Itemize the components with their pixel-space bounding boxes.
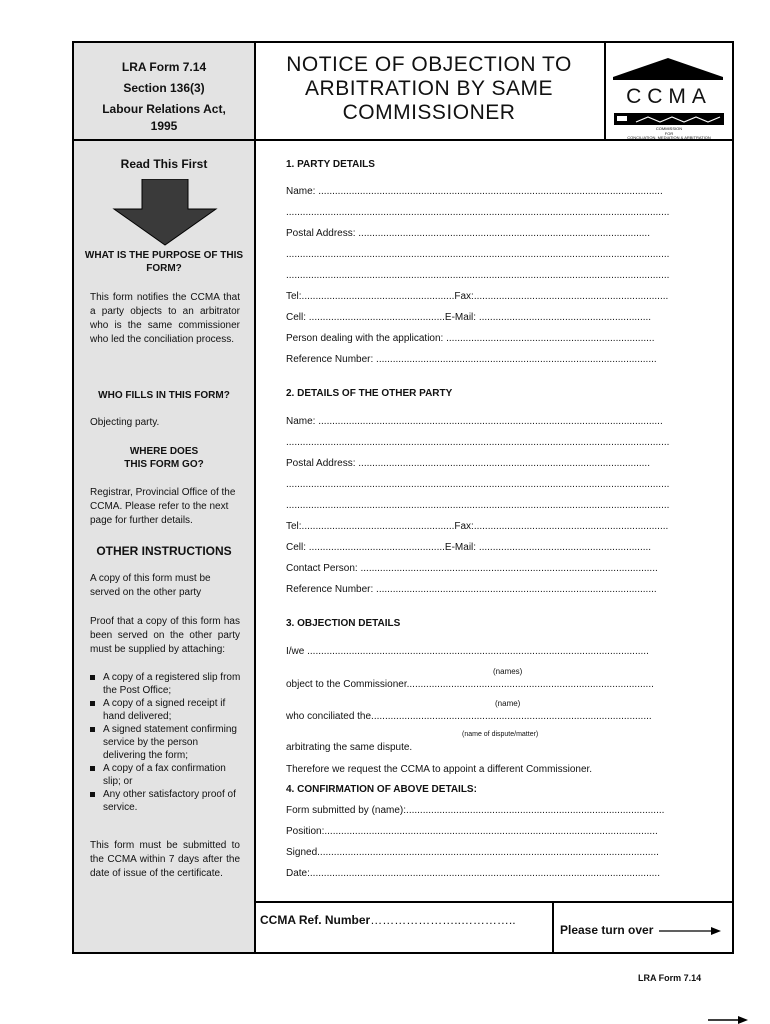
logo-sub-line: COMMISSION	[655, 126, 683, 131]
list-item: A copy of a signed receipt if hand delivered;	[90, 697, 242, 723]
who-fills-heading: WHO FILLS IN THIS FORM?	[98, 390, 230, 401]
title-line: ARBITRATION BY SAME	[305, 77, 553, 100]
party-name-field-cont[interactable]: ..........................................................................................................................................	[286, 207, 670, 218]
position-field[interactable]: Position:........................................................................................................................	[286, 826, 658, 837]
form-reference-box	[74, 43, 254, 141]
proof-text: Proof that a copy of this form has been served on the other party must be supplied by attaching:	[90, 616, 240, 655]
section-objection-details: 3. OBJECTION DETAILS	[286, 618, 401, 629]
party-reference-field[interactable]: Reference Number: .....................................................................................................	[286, 354, 657, 365]
iwe-field[interactable]: I/we ...........................................................................................................................	[286, 646, 649, 657]
other-postal-field-cont[interactable]: ..........................................................................................................................................	[286, 500, 670, 511]
where-text: Registrar, Provincial Office of the CCMA. Please refer to the next page for further details.	[90, 487, 236, 526]
other-instructions-heading: OTHER INSTRUCTIONS	[96, 544, 232, 558]
form-frame	[72, 41, 734, 954]
section-party-details: 1. PARTY DETAILS	[286, 159, 375, 170]
signed-field[interactable]: Signed...........................................................................................................................	[286, 847, 659, 858]
ccma-logo	[606, 43, 734, 141]
other-postal-field-cont[interactable]: ..........................................................................................................................................	[286, 479, 670, 490]
dispute-note: (name of dispute/matter)	[462, 731, 539, 738]
ccma-ref-box	[254, 903, 554, 954]
ccma-ref-label: CCMA Ref. Number	[260, 913, 371, 927]
logo-sub-line: FOR	[664, 130, 674, 136]
other-reference-field[interactable]: Reference Number: .....................................................................................................	[286, 584, 657, 595]
form-title	[254, 43, 606, 141]
party-tel-fax-field[interactable]: Tel:.......................................................Fax:......................................................................	[286, 291, 669, 302]
corner-arrow-icon	[708, 1016, 748, 1024]
form-act: Labour Relations Act,	[102, 102, 226, 116]
list-item: A copy of a fax confirmation slip; or	[90, 762, 242, 788]
name-note: (name)	[495, 699, 521, 708]
other-name-field-cont[interactable]: ..........................................................................................................................................	[286, 437, 670, 448]
section-confirmation: 4. CONFIRMATION OF ABOVE DETAILS:	[286, 784, 477, 795]
object-commissioner-field[interactable]: object to the Commissioner.........................................................................................	[286, 679, 654, 690]
other-contact-field[interactable]: Contact Person: ...........................................................................................................	[286, 563, 658, 574]
other-name-field[interactable]: Name: ............................................................................................................................	[286, 416, 663, 427]
arbitrating-text: arbitrating the same dispute.	[286, 742, 413, 753]
proof-list	[90, 671, 242, 814]
other-postal-field[interactable]: Postal Address: .........................................................................................................	[286, 458, 650, 469]
instructions-sidebar	[74, 43, 256, 952]
logo-sub-line: CONCILIATION, MEDIATION & ARBITRATION	[627, 135, 711, 140]
form-number: LRA Form 7.14	[121, 60, 207, 74]
party-postal-field[interactable]: Postal Address: .........................................................................................................	[286, 228, 650, 239]
roof-icon	[612, 57, 724, 81]
turn-over-note	[560, 923, 721, 937]
list-item: A signed statement confirming service by the person delivering the form;	[90, 723, 242, 762]
party-cell-email-field[interactable]: Cell: .................................................E-Mail: ..............................................................	[286, 312, 652, 323]
form-section: Section 136(3)	[123, 81, 205, 95]
purpose-text: This form notifies the CCMA that a party objects to an arbitrator who is the same commissioner who led the conciliation process.	[90, 292, 240, 345]
date-field[interactable]: Date:..............................................................................................................................	[286, 868, 660, 879]
purpose-heading: WHAT IS THE PURPOSE OF THIS FORM?	[84, 250, 244, 274]
party-name-field[interactable]: Name: ............................................................................................................................	[286, 186, 663, 197]
form-act-year: 1995	[150, 119, 178, 133]
title-line: COMMISSIONER	[342, 101, 516, 124]
section-other-party: 2. DETAILS OF THE OTHER PARTY	[286, 388, 453, 399]
submitted-by-field[interactable]: Form submitted by (name):.............................................................................................	[286, 805, 665, 816]
conciliated-field[interactable]: who conciliated the.....................................................................................................	[286, 711, 652, 722]
list-item: Any other satisfactory proof of service.	[90, 788, 242, 814]
logo-text: CCMA	[626, 85, 712, 108]
read-first-heading: Read This First	[120, 157, 208, 171]
names-note: (names)	[493, 667, 523, 676]
submit-deadline-text: This form must be submitted to the CCMA within 7 days after the date of issue of the certificate.	[90, 840, 240, 879]
right-arrow-icon	[659, 926, 721, 936]
down-arrow-icon	[110, 179, 220, 247]
other-cell-email-field[interactable]: Cell: .................................................E-Mail: ..............................................................	[286, 542, 652, 553]
party-postal-field-cont[interactable]: ..........................................................................................................................................	[286, 270, 670, 281]
logo-subtitle	[606, 127, 732, 141]
bottom-bar	[254, 901, 734, 954]
who-fills-text: Objecting party.	[90, 417, 160, 428]
logo-emblem-icon	[614, 113, 724, 125]
party-postal-field-cont[interactable]: ..........................................................................................................................................	[286, 249, 670, 260]
ccma-ref-field[interactable]: …………………..…………..	[370, 913, 516, 927]
request-text: Therefore we request the CCMA to appoint a different Commissioner.	[286, 764, 593, 775]
where-heading: WHERE DOES THIS FORM GO?	[124, 446, 204, 470]
other-tel-fax-field[interactable]: Tel:.......................................................Fax:......................................................................	[286, 521, 669, 532]
turn-over-text: Please turn over	[560, 923, 654, 937]
party-person-field[interactable]: Person dealing with the application: ...........................................................................	[286, 333, 655, 344]
copy-served-text: A copy of this form must be served on the other party	[90, 573, 211, 598]
title-line: NOTICE OF OBJECTION TO	[286, 53, 572, 76]
list-item: A copy of a registered slip from the Post Office;	[90, 671, 242, 697]
page-footer-form-number: LRA Form 7.14	[638, 973, 702, 983]
